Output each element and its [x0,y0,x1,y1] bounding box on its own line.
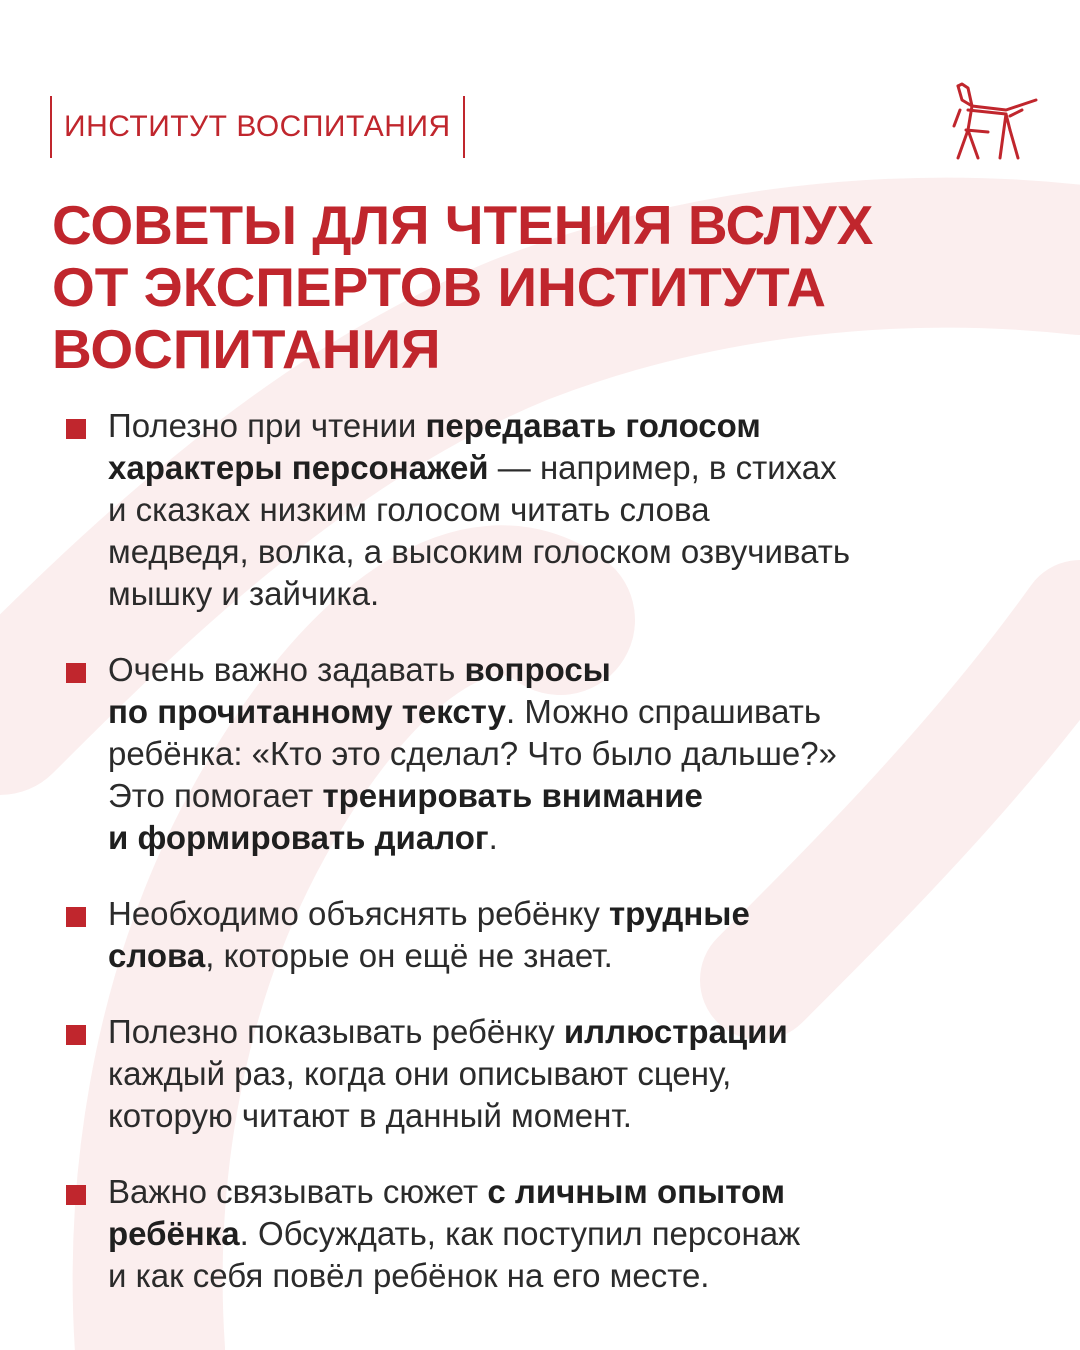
tip-text: Важно связывать сюжет [108,1173,488,1210]
tip-line: и сказках низким голосом читать слова [108,491,710,528]
tip-highlight: слова [108,937,206,974]
tip-line: медведя, волка, а высоким голоском озвучивать [108,533,851,570]
tip-text: Это помогает [108,777,323,814]
tip-highlight: по прочитанному тексту [108,693,507,730]
tip-item [66,405,1026,615]
tips-list [66,405,1026,1297]
tip-text: . [488,819,498,856]
tip-line [108,1171,1026,1213]
page-title [52,194,1012,380]
tip-line: каждый раз, когда они описывают сцену, [108,1055,732,1092]
title-line: ВОСПИТАНИЯ [52,318,441,380]
tip-line [108,893,1026,935]
tip-line [108,817,1026,859]
tip-text: Полезно показывать ребёнку [108,1013,564,1050]
tip-highlight: и формировать диалог [108,819,489,856]
tip-line [108,447,1026,489]
tip-line [108,775,1026,817]
horse-icon [948,80,1040,162]
tip-highlight: характеры персонажей [108,449,489,486]
tip-text: Очень важно задавать [108,651,465,688]
tip-line: которую читают в данный момент. [108,1097,632,1134]
tip-highlight: с личным опытом [487,1173,786,1210]
tip-line: и как себя повёл ребёнок на его месте. [108,1257,710,1294]
tip-line [108,405,1026,447]
square-bullet-icon [66,1025,86,1045]
tip-line [108,1213,1026,1255]
tip-text: , которые он ещё не знает. [205,937,613,974]
tip-item [66,1011,1026,1137]
title-line: СОВЕТЫ ДЛЯ ЧТЕНИЯ ВСЛУХ [52,194,874,256]
tip-line [108,691,1026,733]
tip-highlight: иллюстрации [563,1013,788,1050]
title-line: ОТ ЭКСПЕРТОВ ИНСТИТУТА [52,256,826,318]
square-bullet-icon [66,907,86,927]
tip-highlight: ребёнка [108,1215,240,1252]
tip-highlight: вопросы [464,651,611,688]
tip-item [66,893,1026,977]
tip-highlight: трудные [609,895,750,932]
square-bullet-icon [66,663,86,683]
tip-line [108,649,1026,691]
tip-line [108,935,1026,977]
tip-text: Необходимо объяснять ребёнку [108,895,610,932]
tip-item [66,1171,1026,1297]
org-label [50,96,465,158]
tip-item [66,649,1026,859]
tip-text: — например, в стихах [488,449,837,486]
tip-line: мышку и зайчика. [108,575,380,612]
tip-text: . Обсуждать, как поступил персонаж [239,1215,801,1252]
org-label-text: ИНСТИТУТ ВОСПИТАНИЯ [64,110,451,143]
tip-line: ребёнка: «Кто это сделал? Что было дальше?» [108,735,837,772]
square-bullet-icon [66,419,86,439]
tip-text: Полезно при чтении [108,407,426,444]
tip-highlight: передавать голосом [425,407,761,444]
tip-line [108,1011,1026,1053]
tip-text: . Можно спрашивать [506,693,822,730]
tip-highlight: тренировать внимание [322,777,703,814]
square-bullet-icon [66,1185,86,1205]
